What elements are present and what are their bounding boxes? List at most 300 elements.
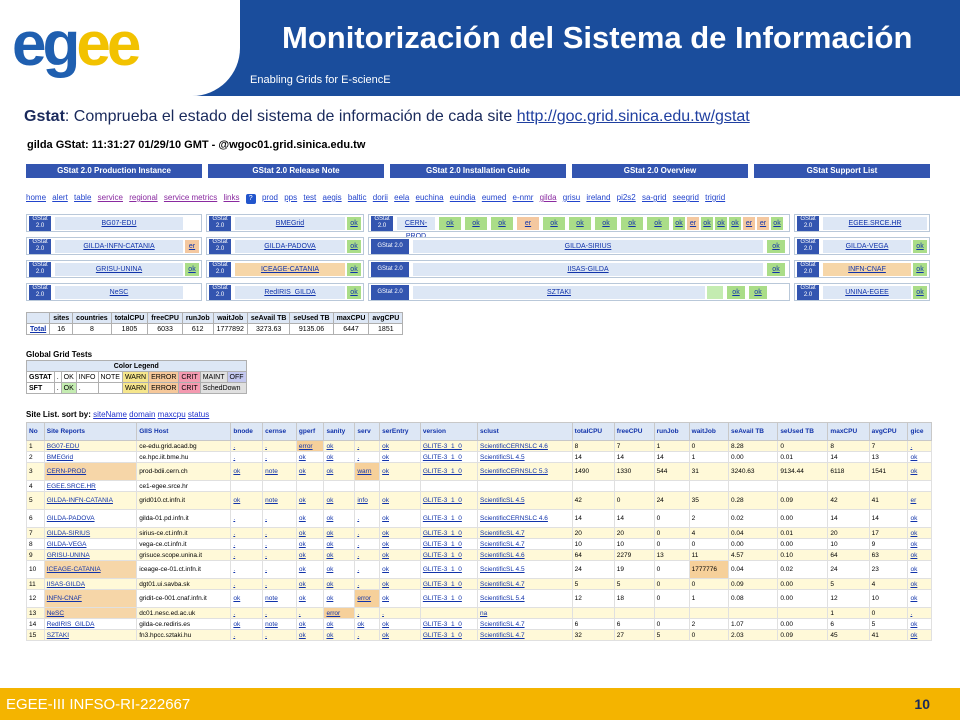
table-cell[interactable]: . xyxy=(231,579,263,590)
table-cell: 1.07 xyxy=(728,619,777,630)
status-cell[interactable]: ok xyxy=(439,217,461,230)
status-cell[interactable]: ok xyxy=(569,217,591,230)
status-cell[interactable]: er xyxy=(757,217,769,230)
gstat-badge[interactable]: GStat 2.0 xyxy=(797,216,819,231)
table-cell[interactable]: . xyxy=(355,608,380,619)
nav-eela[interactable]: eela xyxy=(394,193,410,202)
status-cell[interactable]: ok xyxy=(347,263,361,276)
status-cell[interactable]: ok xyxy=(673,217,685,230)
table-cell[interactable]: ok xyxy=(380,539,421,550)
site-link[interactable]: SZTAKI xyxy=(413,286,705,299)
table-cell[interactable]: ScientificSL 4.7 xyxy=(478,619,573,630)
table-cell: 7 xyxy=(614,441,654,452)
status-cell[interactable]: ok xyxy=(913,286,927,299)
gstat-badge[interactable]: GStat 2.0 xyxy=(29,216,51,231)
gstat-badge[interactable]: GStat 2.0 xyxy=(371,216,393,231)
table-cell[interactable]: GLITE-3_1_0 xyxy=(420,590,477,608)
nav-grisu[interactable]: grisu xyxy=(562,193,581,202)
gstat-badge[interactable]: GStat 2.0 xyxy=(371,239,409,254)
table-cell: 10 xyxy=(614,539,654,550)
table-cell[interactable]: error xyxy=(296,441,324,452)
table-cell[interactable]: . xyxy=(263,579,297,590)
site-link[interactable]: CERN- xyxy=(397,217,435,230)
table-cell[interactable]: ok xyxy=(380,492,421,510)
column-header[interactable]: seAvail TB xyxy=(728,423,777,441)
legend-cell: . xyxy=(54,383,61,394)
site-link[interactable]: RedIRIS_GILDA xyxy=(235,286,345,299)
site-link[interactable]: INFN-CNAF xyxy=(823,263,911,276)
table-cell[interactable]: . xyxy=(231,608,263,619)
table-cell[interactable]: GILDA-SIRIUS xyxy=(44,528,136,539)
table-cell[interactable]: info xyxy=(355,492,380,510)
table-cell[interactable]: ok xyxy=(324,590,355,608)
nav-e-nmr[interactable]: e-nmr xyxy=(512,193,534,202)
table-cell[interactable]: ok xyxy=(380,528,421,539)
table-cell[interactable]: IISAS-GILDA xyxy=(44,579,136,590)
table-cell[interactable]: ScientificSL 4.7 xyxy=(478,528,573,539)
table-cell[interactable]: . xyxy=(355,441,380,452)
table-cell[interactable]: EGEE.SRCE.HR xyxy=(44,481,136,492)
table-cell: 0.00 xyxy=(728,539,777,550)
table-cell[interactable]: . xyxy=(263,608,297,619)
nav-euchina[interactable]: euchina xyxy=(415,193,444,202)
totals-header: seUsed TB xyxy=(290,313,333,324)
table-cell[interactable]: . xyxy=(355,561,380,579)
table-cell[interactable]: ok xyxy=(324,550,355,561)
status-cell[interactable]: ok xyxy=(715,217,727,230)
table-cell xyxy=(478,481,573,492)
table-cell[interactable]: ok xyxy=(908,579,932,590)
table-cell[interactable]: ScientificCERNSLC 4.6 xyxy=(478,510,573,528)
table-cell: ce-edu.grid.acad.bg xyxy=(137,441,231,452)
table-cell[interactable]: ok xyxy=(296,539,324,550)
table-cell[interactable]: . xyxy=(355,452,380,463)
table-row xyxy=(27,561,932,579)
gstat-title: gilda GStat: 11:31:27 01/29/10 GMT - @wgoc01.grid.sinica.edu.tw xyxy=(27,139,366,151)
gstat-badge[interactable]: GStat 2.0 xyxy=(29,262,51,277)
table-cell[interactable]: GLITE-3_1_0 xyxy=(420,510,477,528)
table-cell[interactable]: ScientificSL 4.5 xyxy=(478,492,573,510)
status-cell[interactable]: ok xyxy=(771,217,783,230)
nav-seegrid[interactable]: seegrid xyxy=(672,193,699,202)
site-link[interactable]: NeSC xyxy=(55,286,183,299)
table-cell[interactable]: GLITE-3_1_0 xyxy=(420,561,477,579)
table-cell[interactable]: . xyxy=(231,561,263,579)
table-cell[interactable]: SZTAKI xyxy=(44,630,136,641)
table-cell[interactable]: ok xyxy=(908,528,932,539)
table-cell[interactable]: GLITE-3_1_0 xyxy=(420,630,477,641)
table-row xyxy=(27,550,932,561)
site-link[interactable]: IISAS-GILDA xyxy=(413,263,763,276)
table-cell[interactable]: . xyxy=(231,539,263,550)
table-cell[interactable]: note xyxy=(263,492,297,510)
column-header[interactable]: totalCPU xyxy=(572,423,614,441)
table-cell[interactable]: ok xyxy=(908,463,932,481)
status-cell[interactable]: ok xyxy=(727,286,745,299)
table-cell[interactable]: ok xyxy=(296,528,324,539)
table-cell: 9 xyxy=(869,539,908,550)
table-cell xyxy=(572,608,614,619)
status-cell[interactable]: er xyxy=(743,217,755,230)
table-cell[interactable]: GLITE-3_1_0 xyxy=(420,441,477,452)
nav-aegis[interactable]: aegis xyxy=(322,193,342,202)
totals-label[interactable]: Total xyxy=(27,324,50,335)
table-cell[interactable]: ScientificSL 4.7 xyxy=(478,579,573,590)
gstat-url-link[interactable]: http://goc.grid.sinica.edu.tw/gstat xyxy=(516,108,750,125)
status-cell[interactable]: ok xyxy=(491,217,513,230)
table-cell[interactable]: ok xyxy=(296,492,324,510)
table-cell[interactable]: GRISU-UNINA xyxy=(44,550,136,561)
tab-installation-guide[interactable]: GStat 2.0 Installation Guide xyxy=(390,164,566,178)
table-cell[interactable]: . xyxy=(231,441,263,452)
sort-sitename[interactable]: siteName xyxy=(93,410,127,419)
table-cell[interactable]: ok xyxy=(296,630,324,641)
nav-alert[interactable]: alert xyxy=(52,193,68,202)
totals-header: maxCPU xyxy=(333,313,369,324)
site-link[interactable]: UNINA-EGEE xyxy=(823,286,911,299)
table-cell[interactable]: ok xyxy=(908,539,932,550)
table-cell[interactable]: ok xyxy=(380,463,421,481)
nav-service[interactable]: service xyxy=(97,193,123,202)
table-cell[interactable]: . xyxy=(231,528,263,539)
table-cell[interactable]: ok xyxy=(380,619,421,630)
table-cell[interactable]: ok xyxy=(296,550,324,561)
table-cell[interactable]: ScientificSL 4.7 xyxy=(478,539,573,550)
table-cell[interactable]: ScientificSL 4.6 xyxy=(478,550,573,561)
table-cell: 41 xyxy=(869,492,908,510)
table-cell[interactable]: . xyxy=(908,608,932,619)
column-header[interactable]: waitJob xyxy=(689,423,728,441)
status-cell[interactable]: er xyxy=(185,240,199,253)
gstat-badge[interactable]: GStat 2.0 xyxy=(371,262,409,277)
status-cell[interactable]: ok xyxy=(767,263,785,276)
column-header[interactable]: maxCPU xyxy=(828,423,869,441)
table-cell[interactable]: error xyxy=(355,590,380,608)
gstat-badge[interactable]: GStat 2.0 xyxy=(209,262,231,277)
table-cell[interactable]: ok xyxy=(380,510,421,528)
table-cell: 1777776 xyxy=(689,561,728,579)
site-link[interactable]: GRISU-UNINA xyxy=(55,263,183,276)
nav-links[interactable]: links xyxy=(223,193,240,202)
column-header[interactable]: runJob xyxy=(654,423,689,441)
table-cell[interactable]: ok xyxy=(380,452,421,463)
nav-euindia[interactable]: euindia xyxy=(449,193,476,202)
table-cell[interactable]: . xyxy=(263,539,297,550)
table-cell[interactable]: CERN-PROD xyxy=(44,463,136,481)
gstat-badge[interactable]: GStat 2.0 xyxy=(29,239,51,254)
table-cell: 6 xyxy=(572,619,614,630)
status-cell[interactable]: ok xyxy=(621,217,643,230)
sort-line xyxy=(26,410,209,419)
table-cell[interactable]: ok xyxy=(380,441,421,452)
table-cell[interactable]: . xyxy=(231,510,263,528)
table-cell[interactable]: ScientificCERNSLC 4.6 xyxy=(478,441,573,452)
table-cell[interactable]: . xyxy=(263,452,297,463)
status-cell[interactable]: ok xyxy=(185,263,199,276)
nav-pi2s2[interactable]: pi2s2 xyxy=(616,193,636,202)
status-cell[interactable]: ok xyxy=(729,217,741,230)
table-cell[interactable]: ok xyxy=(296,452,324,463)
table-cell[interactable]: . xyxy=(908,441,932,452)
table-cell: 1 xyxy=(654,441,689,452)
table-cell: 1330 xyxy=(614,463,654,481)
nav-ireland[interactable]: ireland xyxy=(586,193,611,202)
table-cell[interactable]: RedIRIS_GILDA xyxy=(44,619,136,630)
status-cell[interactable]: ok xyxy=(647,217,669,230)
table-cell[interactable]: . xyxy=(355,550,380,561)
table-cell: 0 xyxy=(689,630,728,641)
help-icon[interactable]: ? xyxy=(246,194,256,204)
column-header[interactable]: gperf xyxy=(296,423,324,441)
status-cell[interactable]: ok xyxy=(701,217,713,230)
table-cell[interactable]: GILDA-VEGA xyxy=(44,539,136,550)
table-cell: 10 xyxy=(27,561,45,579)
gstat-badge[interactable]: GStat 2.0 xyxy=(209,285,231,300)
table-cell[interactable]: na xyxy=(478,608,573,619)
table-cell[interactable]: . xyxy=(380,608,421,619)
table-cell: 0.00 xyxy=(778,590,828,608)
table-cell[interactable]: ok xyxy=(908,452,932,463)
site-box xyxy=(794,237,930,255)
table-cell[interactable]: GLITE-3_1_0 xyxy=(420,528,477,539)
table-cell[interactable]: ok xyxy=(908,550,932,561)
table-cell xyxy=(828,481,869,492)
table-cell: 11 xyxy=(27,579,45,590)
table-row xyxy=(27,481,932,492)
status-cell[interactable]: ok xyxy=(465,217,487,230)
nav-dorii[interactable]: dorii xyxy=(372,193,388,202)
table-cell[interactable]: . xyxy=(263,528,297,539)
table-cell[interactable]: ok xyxy=(296,561,324,579)
table-cell[interactable]: . xyxy=(263,550,297,561)
table-cell xyxy=(654,608,689,619)
column-header[interactable]: gice xyxy=(908,423,932,441)
table-cell xyxy=(654,481,689,492)
table-cell[interactable]: ok xyxy=(324,561,355,579)
table-cell[interactable]: . xyxy=(355,579,380,590)
table-cell[interactable]: . xyxy=(231,630,263,641)
table-cell[interactable]: ok xyxy=(380,630,421,641)
table-cell[interactable]: ok xyxy=(231,463,263,481)
table-cell[interactable]: ok xyxy=(324,619,355,630)
tab-overview[interactable]: GStat 2.0 Overview xyxy=(572,164,748,178)
table-cell[interactable]: ScientificSL 4.7 xyxy=(478,630,573,641)
table-cell[interactable]: ScientificSL 4.5 xyxy=(478,561,573,579)
table-cell[interactable]: GLITE-3_1_0 xyxy=(420,452,477,463)
status-cell[interactable]: er xyxy=(687,217,699,230)
table-cell[interactable]: ok xyxy=(324,492,355,510)
site-link[interactable]: GILDA-PADOVA xyxy=(235,240,345,253)
table-cell[interactable]: GLITE-3_1_0 xyxy=(420,550,477,561)
table-cell[interactable]: ok xyxy=(231,619,263,630)
gstat-badge[interactable]: GStat 2.0 xyxy=(371,285,409,300)
table-cell: 0.00 xyxy=(778,510,828,528)
table-cell[interactable]: ok xyxy=(324,510,355,528)
sort-status[interactable]: status xyxy=(187,410,210,419)
table-cell[interactable]: note xyxy=(263,590,297,608)
status-cell[interactable]: ok xyxy=(347,286,361,299)
nav-pps[interactable]: pps xyxy=(284,193,298,202)
site-link[interactable]: ICEAGE-CATANIA xyxy=(235,263,345,276)
table-cell: 2 xyxy=(27,452,45,463)
nav-gilda[interactable]: gilda xyxy=(539,193,557,202)
site-link[interactable]: EGEE.SRCE.HR xyxy=(823,217,927,230)
sort-maxcpu[interactable]: maxcpu xyxy=(157,410,186,419)
table-cell[interactable]: GLITE-3_1_0 xyxy=(420,579,477,590)
column-header[interactable]: version xyxy=(420,423,477,441)
table-cell[interactable]: . xyxy=(231,550,263,561)
table-cell[interactable]: . xyxy=(263,561,297,579)
table-cell[interactable]: . xyxy=(355,510,380,528)
table-cell[interactable]: ok xyxy=(908,510,932,528)
table-cell: 0.00 xyxy=(778,579,828,590)
column-header[interactable]: sclust xyxy=(478,423,573,441)
gstat-badge[interactable]: GStat 2.0 xyxy=(797,239,819,254)
table-cell: vega-ce.ct.infn.it xyxy=(137,539,231,550)
site-link[interactable]: GILDA-INFN-CATANIA xyxy=(55,240,183,253)
nav-prod[interactable]: prod xyxy=(261,193,278,202)
table-cell[interactable]: ScientificSL 4.5 xyxy=(478,452,573,463)
gstat-badge[interactable]: GStat 2.0 xyxy=(29,285,51,300)
gstat-badge[interactable]: GStat 2.0 xyxy=(209,239,231,254)
status-cell[interactable]: ok xyxy=(913,263,927,276)
site-link[interactable]: GILDA-SIRIUS xyxy=(413,240,763,253)
table-cell[interactable]: note xyxy=(263,619,297,630)
site-box xyxy=(206,283,364,301)
table-cell[interactable]: ok xyxy=(324,630,355,641)
table-cell: 0.04 xyxy=(728,528,777,539)
table-cell[interactable]: ok xyxy=(355,619,380,630)
nav-trigrid[interactable]: trigrid xyxy=(705,193,726,202)
table-row xyxy=(27,463,932,481)
table-cell[interactable]: GILDA-INFN-CATANIA xyxy=(44,492,136,510)
status-cell[interactable]: ok xyxy=(347,240,361,253)
column-header[interactable]: bnode xyxy=(231,423,263,441)
tab-production-instance[interactable]: GStat 2.0 Production Instance xyxy=(26,164,202,178)
table-cell[interactable]: INFN-CNAF xyxy=(44,590,136,608)
status-cell[interactable]: ok xyxy=(913,240,927,253)
table-cell[interactable]: ok xyxy=(380,561,421,579)
table-cell[interactable]: GLITE-3_1_0 xyxy=(420,539,477,550)
table-cell[interactable]: er xyxy=(908,492,932,510)
table-cell[interactable]: ok xyxy=(296,510,324,528)
logo-area xyxy=(0,0,240,96)
table-cell[interactable]: . xyxy=(355,528,380,539)
nav-baltic[interactable]: baltic xyxy=(347,193,367,202)
column-header[interactable]: avgCPU xyxy=(869,423,908,441)
status-cell[interactable]: er xyxy=(517,217,539,230)
totals-header: sites xyxy=(50,313,73,324)
table-cell[interactable]: . xyxy=(355,539,380,550)
table-cell[interactable]: . xyxy=(296,608,324,619)
table-cell[interactable]: ok xyxy=(324,441,355,452)
table-cell[interactable]: ok xyxy=(231,590,263,608)
table-cell[interactable]: . xyxy=(263,510,297,528)
column-header[interactable]: serv xyxy=(355,423,380,441)
table-cell: 19 xyxy=(614,561,654,579)
site-link[interactable]: BMEGrid xyxy=(235,217,345,230)
nav-eumed[interactable]: eumed xyxy=(481,193,507,202)
table-cell[interactable]: ICEAGE-CATANIA xyxy=(44,561,136,579)
table-cell[interactable]: ok xyxy=(296,579,324,590)
table-cell[interactable]: BG07-EDU xyxy=(44,441,136,452)
status-cell[interactable]: ok xyxy=(347,217,361,230)
column-header[interactable]: seUsed TB xyxy=(778,423,828,441)
table-cell[interactable]: . xyxy=(263,441,297,452)
table-cell[interactable]: ok xyxy=(908,630,932,641)
nav-table[interactable]: table xyxy=(74,193,92,202)
table-cell[interactable]: ok xyxy=(324,528,355,539)
table-cell[interactable]: warn xyxy=(355,463,380,481)
status-cell[interactable]: ok xyxy=(595,217,617,230)
tab-release-note[interactable]: GStat 2.0 Release Note xyxy=(208,164,384,178)
gstat-badge[interactable]: GStat 2.0 xyxy=(209,216,231,231)
table-cell[interactable]: ScientificCERNSLC 5.3 xyxy=(478,463,573,481)
status-cell[interactable]: ok xyxy=(749,286,767,299)
table-cell[interactable]: . xyxy=(263,630,297,641)
site-link[interactable]: GILDA-VEGA xyxy=(823,240,911,253)
table-cell[interactable]: ok xyxy=(324,579,355,590)
table-cell[interactable]: ok xyxy=(908,590,932,608)
table-cell: 14 xyxy=(572,452,614,463)
table-cell[interactable]: ok xyxy=(908,619,932,630)
tab-support-list[interactable]: GStat Support List xyxy=(754,164,930,178)
table-cell[interactable]: BMEGrid xyxy=(44,452,136,463)
table-cell[interactable]: ok xyxy=(908,561,932,579)
table-cell: 0 xyxy=(654,528,689,539)
site-box xyxy=(26,260,202,278)
nav-sa-grid[interactable]: sa-grid xyxy=(641,193,667,202)
table-cell[interactable]: GLITE-3_1_0 xyxy=(420,492,477,510)
table-cell[interactable]: ok xyxy=(324,463,355,481)
table-cell[interactable]: ok xyxy=(296,619,324,630)
status-cell[interactable]: ok xyxy=(543,217,565,230)
legend-cell: . xyxy=(76,383,98,394)
status-cell[interactable]: ok xyxy=(767,240,785,253)
column-header[interactable]: sanity xyxy=(324,423,355,441)
table-cell[interactable]: ok xyxy=(380,550,421,561)
column-header[interactable]: cernse xyxy=(263,423,297,441)
table-cell[interactable]: ok xyxy=(296,463,324,481)
table-cell[interactable]: ok xyxy=(296,590,324,608)
table-cell[interactable]: GLITE-3_1_0 xyxy=(420,463,477,481)
table-cell[interactable]: ok xyxy=(324,452,355,463)
table-cell[interactable]: error xyxy=(324,608,355,619)
sort-domain[interactable]: domain xyxy=(129,410,156,419)
table-cell[interactable]: GILDA-PADOVA xyxy=(44,510,136,528)
table-cell: 13 xyxy=(27,608,45,619)
table-cell[interactable]: ok xyxy=(380,590,421,608)
table-cell[interactable]: ScientificSL 5.4 xyxy=(478,590,573,608)
gstat-badge[interactable]: GStat 2.0 xyxy=(797,262,819,277)
table-cell[interactable]: . xyxy=(231,452,263,463)
nav-service-metrics[interactable]: service metrics xyxy=(163,193,218,202)
table-cell[interactable]: ok xyxy=(380,579,421,590)
nav-test[interactable]: test xyxy=(303,193,317,202)
table-cell[interactable]: NeSC xyxy=(44,608,136,619)
table-cell[interactable]: ok xyxy=(324,539,355,550)
nav-home[interactable]: home xyxy=(26,193,47,202)
site-link[interactable]: BG07-EDU xyxy=(55,217,183,230)
table-cell[interactable]: . xyxy=(355,630,380,641)
table-cell[interactable]: GLITE-3_1_0 xyxy=(420,619,477,630)
nav-regional[interactable]: regional xyxy=(129,193,158,202)
table-cell[interactable]: ok xyxy=(231,492,263,510)
table-cell[interactable]: note xyxy=(263,463,297,481)
column-header[interactable]: freeCPU xyxy=(614,423,654,441)
column-header[interactable]: serEntry xyxy=(380,423,421,441)
gstat-badge[interactable]: GStat 2.0 xyxy=(797,285,819,300)
